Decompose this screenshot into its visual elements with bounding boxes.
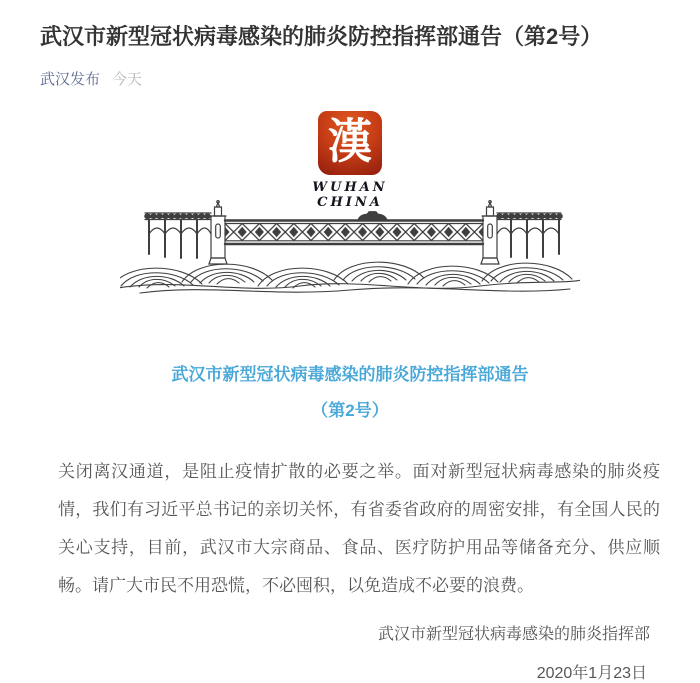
seal-character: 漢 bbox=[328, 114, 372, 170]
account-name-link[interactable]: 武汉发布 bbox=[40, 70, 101, 88]
notice-body: 关闭离汉通道，是阻止疫情扩散的必要之举。面对新型冠状病毒感染的肺炎疫情，我们有习近平总书记的亲切关怀，有省委省政府的周密安排，有全国人民的关心支持，目前，武汉市大宗商品、食品、医疗防护用品等储备充分、供应顺畅。请广大市民不用恐慌，不必囤积，以免造成不必要的浪费。 bbox=[58, 461, 660, 595]
page-title: 武汉市新型冠状病毒感染的肺炎防控指挥部通告（第2号） bbox=[40, 24, 603, 49]
notice-heading bbox=[40, 357, 660, 429]
notice-signature: 武汉市新型冠状病毒感染的肺炎指挥部 bbox=[377, 625, 650, 643]
wuhan-bridge-icon bbox=[120, 200, 580, 300]
wuhan-seal-icon bbox=[318, 111, 382, 175]
wuhan-brand-logo bbox=[40, 111, 660, 210]
publish-time: 今天 bbox=[112, 70, 143, 88]
bridge-illustration bbox=[40, 200, 660, 300]
notice-heading-line-1: 武汉市新型冠状病毒感染的肺炎防控指挥部通告 bbox=[171, 364, 529, 384]
byline bbox=[40, 68, 660, 89]
brand-line-2: CHINA bbox=[317, 194, 383, 210]
notice-heading-line-2: （第2号） bbox=[311, 400, 389, 420]
notice-date: 2020年1月23日 bbox=[536, 664, 647, 682]
brand-line-1: WUHAN bbox=[312, 179, 388, 195]
